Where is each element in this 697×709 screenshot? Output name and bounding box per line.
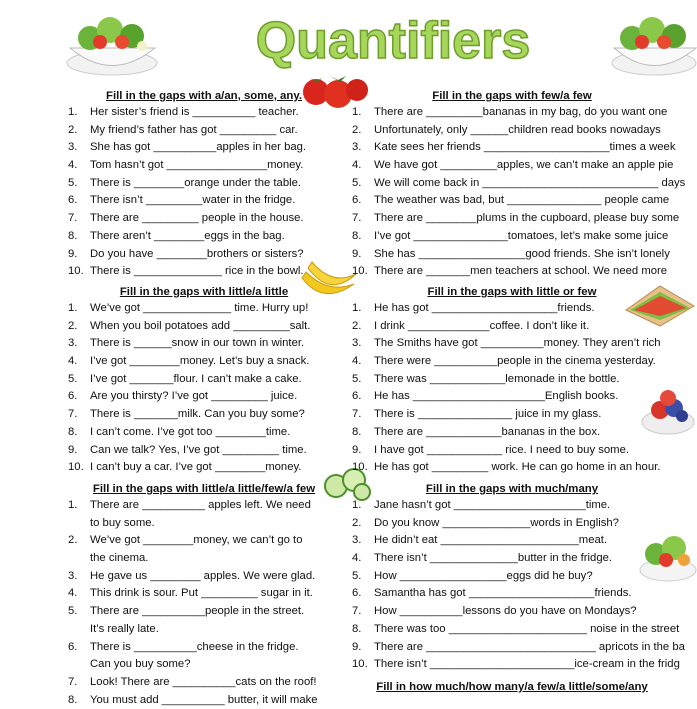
salad-bowl-image-right — [606, 8, 697, 80]
exercise-list — [68, 300, 340, 477]
list-item: 4. I’ve got ________money. Let’s buy a snack. — [68, 355, 310, 368]
section-much-many — [352, 481, 697, 674]
section-little-or-few — [352, 284, 697, 477]
list-item: 5. We will come back in ____________________________ days — [352, 176, 686, 189]
list-item: 9. There are ___________________________ apricots in the ba — [352, 640, 685, 653]
list-item: 2. When you boil potatoes add _________salt. — [68, 319, 311, 332]
list-item: 10. He has got _________ work. He can go home in an hour. — [352, 461, 661, 474]
list-item: 10. There isn’t _______________________ice-cream in the fridg — [352, 658, 680, 671]
section-title: Fill in the gaps with much/many — [425, 483, 599, 495]
section-title: Fill in the gaps with few/a few — [432, 90, 592, 102]
list-item: 6. Are you thirsty? I’ve got _________ juice. — [68, 390, 298, 403]
list-item: 7. There are _________ people in the house. — [68, 212, 304, 225]
section-title: Fill in the gaps with little or few — [427, 286, 597, 298]
list-item: 2. We’ve got ________money, we can’t go to — [68, 534, 303, 547]
list-item: 3. There is ______snow in our town in winter. — [68, 337, 305, 350]
list-item: 7. There is _______________ juice in my glass. — [352, 408, 602, 421]
list-item: 10. There are _______men teachers at school. We need more — [352, 265, 668, 278]
section-title: Fill in the gaps with a/an, some, any. — [106, 90, 302, 102]
list-item: 3. The Smiths have got __________money. They aren’t rich — [352, 337, 661, 350]
section-a-an-some-any — [68, 88, 340, 281]
list-item: 2. Do you know ______________words in English? — [352, 516, 619, 529]
list-item: 3. He gave us ________ apples. We were glad. — [68, 569, 316, 582]
list-item: 9. I have got ____________ rice. I need to buy some. — [352, 443, 629, 456]
list-item: 4. There isn’t ______________butter in the fridge. — [352, 552, 613, 565]
section-little-a-little-few-a-few — [68, 481, 340, 709]
list-item: 1. We’ve got ______________ time. Hurry up! — [68, 302, 309, 314]
section-few-a-few — [352, 88, 697, 281]
list-item: 4. This drink is sour. Put _________ sugar in it. — [68, 587, 313, 600]
list-item: 6. He has _____________________English books. — [352, 390, 619, 403]
list-item: 8. There was too ______________________ noise in the street — [352, 622, 680, 635]
list-item: 3. Kate sees her friends ____________________times a week — [352, 141, 676, 154]
list-item: 5. There are __________people in the street. — [68, 605, 305, 618]
list-item: 3. She has got __________apples in her bag. — [68, 141, 307, 154]
list-item: 9. Do you have ________brothers or sisters? — [68, 247, 304, 260]
list-item-continuation: It’s really late. — [90, 622, 159, 635]
list-item: 5. There is ________orange under the table. — [68, 176, 302, 189]
exercise-list — [352, 497, 697, 674]
list-item: 1. There are __________ apples left. We need — [68, 499, 311, 511]
svg-text:Quantifiers: Quantifiers — [255, 12, 531, 70]
list-item: 10. There is ______________ rice in the bowl. — [68, 265, 304, 278]
list-item: 7. There is _______milk. Can you buy some? — [68, 408, 305, 421]
exercise-list — [68, 497, 340, 709]
list-item-continuation: Can you buy some? — [90, 658, 191, 671]
list-item: 1. Her sister’s friend is __________ teacher. — [68, 106, 299, 118]
section-title: Fill in the gaps with little/a little/few/a few — [92, 483, 316, 495]
list-item: 9. Can we talk? Yes, I’ve got _________ time. — [68, 443, 307, 456]
list-item: 2. I drink _____________coffee. I don’t like it. — [352, 319, 590, 332]
list-item: 4. There were __________people in the cinema yesterday. — [352, 355, 656, 368]
list-item: 2. My friend’s father has got _________ car. — [68, 123, 298, 136]
list-item: 5. There was ____________lemonade in the bottle. — [352, 372, 620, 385]
list-item: 7. There are ________plums in the cupboard, please buy some — [352, 212, 680, 225]
salad-bowl-image-left — [60, 8, 165, 80]
list-item: 8. I can’t come. I’ve got too ________time. — [68, 425, 291, 438]
list-item: 9. She has _________________good friends. She isn’t lonely — [352, 247, 670, 260]
exercise-list — [352, 300, 697, 477]
list-item: 3. He didn’t eat ______________________meat. — [352, 534, 608, 547]
section-title: Fill in how much/how many/a few/a little/some/any — [376, 681, 648, 693]
list-item: 6. There isn’t _________water in the fridge. — [68, 194, 296, 207]
list-item: 7. How __________lessons do you have on Mondays? — [352, 605, 637, 618]
list-item: 6. Samantha has got ____________________friends. — [352, 587, 632, 600]
page-title — [178, 6, 608, 74]
exercise-list — [352, 104, 697, 281]
list-item: 4. Tom hasn’t got ________________money. — [68, 159, 304, 172]
list-item: 5. How _________________eggs did he buy? — [352, 569, 593, 582]
section-title: Fill in the gaps with little/a little — [119, 286, 289, 298]
list-item: 6. There is __________cheese in the fridge. — [68, 640, 299, 653]
list-item: 8. There are ____________bananas in the box. — [352, 425, 601, 438]
list-item: 7. Look! There are __________cats on the roof! — [68, 675, 317, 688]
list-item: 8. There aren’t ________eggs in the bag. — [68, 229, 285, 242]
list-item: 8. I’ve got _______________tomatoes, let’s make some juice — [352, 229, 669, 242]
list-item: 1. Jane hasn’t got _____________________time. — [352, 499, 611, 511]
list-item-continuation: to buy some. — [90, 516, 155, 529]
exercise-list — [68, 104, 340, 281]
list-item: 4. We have got _________apples, we can’t make an apple pie — [352, 159, 674, 172]
list-item: 5. I’ve got _______flour. I can’t make a cake. — [68, 372, 302, 385]
list-item: 1. There are _________bananas in my bag, do you want one — [352, 106, 668, 118]
list-item: 10. I can’t buy a car. I’ve got ________money. — [68, 461, 302, 474]
section-how-much-many — [352, 679, 697, 695]
list-item: 2. Unfortunately, only ______children read books nowadays — [352, 123, 661, 136]
list-item: 6. The weather was bad, but _______________ people came — [352, 194, 670, 207]
list-item-continuation: the cinema. — [90, 552, 149, 565]
list-item: 1. He has got ____________________friends. — [352, 302, 595, 314]
list-item: 8. You must add __________ butter, it will make — [68, 693, 318, 706]
section-little-a-little — [68, 284, 340, 477]
